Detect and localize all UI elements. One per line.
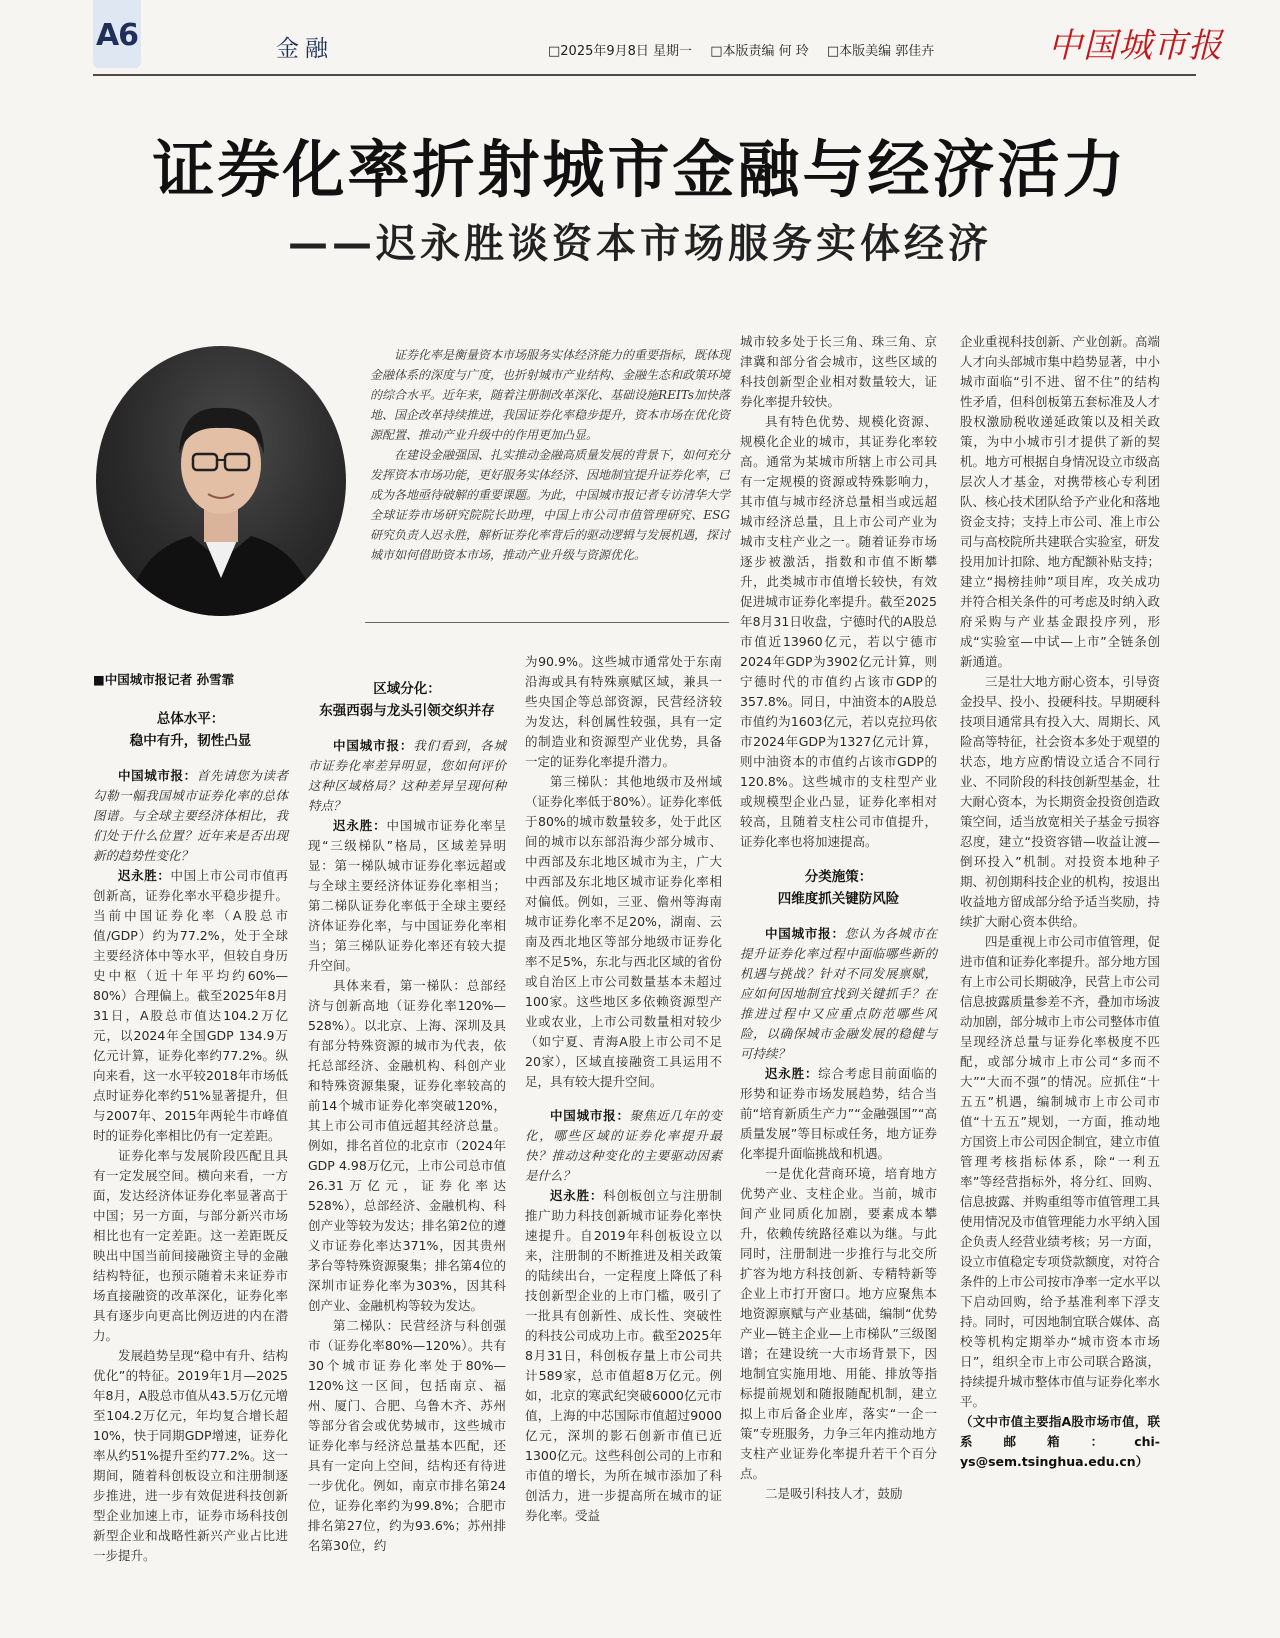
question-text: 您认为各城市在提升证券化率过程中面临哪些新的机遇与挑战？针对不同发展禀赋，应如何因地制宜找到关键抓手？在推进过程中又应重点防范哪些风险，以确保城市金融发展的稳健与可持续？: [740, 926, 937, 1061]
article-title: 证券化率折射城市金融与经济活力: [152, 133, 1128, 206]
article-subtitle: ——迟永胜谈资本市场服务实体经济: [288, 221, 992, 267]
question-text: 我们看到，各城市证券化率差异明显，您如何评价这种区域格局？这种差异呈现何种特点？: [308, 738, 506, 813]
header-rule: [93, 74, 1196, 76]
column-3: [525, 652, 722, 1526]
section-heading: 稳中有升，韧性凸显: [129, 733, 252, 749]
page-number: A6: [95, 18, 139, 53]
body-paragraph: 证券化率与发展阶段匹配且具有一定发展空间。横向来看，一方面，发达经济体证券化率显著高于中国；另一方面，与部分新兴市场相比也有一定差距。这一差距既反映出中国当前间接融资主导的金融结构特征，也预示随着未来证券市场直接融资的改革深化，证券化率具有逐步向更高比例迈进的内在潜力。: [93, 1148, 288, 1343]
lead-paragraph: 在建设金融强国、扎实推动金融高质量发展的背景下，如何充分发挥资本市场功能，更好服务实体经济、因地制宜提升证券化率，已成为各地亟待破解的重要课题。为此，中国城市报记者专访清华大学全球证券市场研究院院长助理，中国上市公司市值管理研究、ESG研究负责人迟永胜，解析证券化率背后的驱动逻辑与发展机遇，探讨城市如何借助资本市场，推动产业升级与资源优化。: [370, 448, 731, 562]
section-heading: 总体水平：: [156, 711, 225, 727]
body-paragraph: 企业重视科技创新、产业创新。高端人才向头部城市集中趋势显著，中小城市面临“引不进、留不住”的结构性矛盾，但科创板第五套标准及人才股权激励税收递延政策以及相关政策，为中小城市引才提供了新的契机。地方可根据自身情况设立市级高层次人才基金，对携带核心专利团队、核心技术团队给予产业化和落地资金支持；支持上市公司、准上市公司与高校院所共建联合实验室，研发投用加计扣除、地方配额补贴支持；建立“揭榜挂帅”项目库，攻关成功并符合相关条件的可考虑及时纳入政府采购与产业基金跟投序列，形成“实验室—中试—上市”全链条创新通道。: [960, 334, 1161, 669]
question: [525, 1106, 722, 1186]
lead-paragraph: 证券化率是衡量资本市场服务实体经济能力的重要指标，既体现金融体系的深度与广度，也折射城市产业结构、金融生态和政策环境的综合水平。近年来，随着注册制改革深化、基础设施REITs加快落地、国企改革持续推进，我国证券化率稳步提升，资本市场在优化资源配置、推动产业升级中的作用更加凸显。: [370, 348, 731, 442]
body-paragraph: 具体来看，第一梯队：总部经济与创新高地（证券化率120%—528%）。以北京、上海、深圳及具有部分特殊资源的城市为代表，依托总部经济、金融机构、科创产业和特殊资源集聚，证券化率较高的前14个城市证券化率突破120%，其上市公司市值远超其经济总量。例如，排名首位的北京市（2024年GDP 4.98万亿元，上市公司总市值26.31万亿元，证券化率达528%），总部经济、金融机构、科创产业等较为发达；排名第2位的遵义市证券化率达371%，因其贵州茅台等特殊资源聚集；排名第4位的深圳市证券化率为303%，因其科创产业、金融机构等较为发达。: [308, 978, 506, 1313]
body-paragraph: 为90.9%。这些城市通常处于东南沿海或具有特殊禀赋区域，兼具一些央国企等总部资源，民营经济较为发达，科创属性较强，具有一定的制造业和资源型产业优势，具备一定的证券化率提升潜力。: [525, 654, 722, 769]
article-lead: [370, 345, 730, 565]
answer-label: 迟永胜：: [118, 868, 171, 883]
answer: [525, 1186, 722, 1526]
body-paragraph: 第二梯队：民营经济与科创强市（证券化率80%—120%）。共有30个城市证券化率处于80%—120%这一区间，包括南京、福州、厦门、合肥、乌鲁木齐、苏州等部分省会或优势城市，这些城市证券化率与经济总量基本匹配，还具有一定向上空间，结构还有待进一步优化。例如，南京市排名第24位，证券化率约为99.8%；合肥市排名第27位，约为93.6%；苏州排名第30位，约: [308, 1318, 506, 1553]
answer-text: 科创板创立与注册制推广助力科技创新城市证券化率快速提升。自2019年科创板设立以来，注册制的不断推进及相关政策的陆续出台，一定程度上降低了科技创新型企业的上市门槛，吸引了一批具有创新性、成长性、突破性的科技公司成功上市。截至2025年8月31日，科创板存量上市公司共计589家，总市值超8万亿元。例如，北京的寒武纪突破6000亿元市值，上海的中芯国际市值超过9000亿元，深圳的影石创新市值已近1300亿元。这些科创公司的上市和市值的增长，为所在城市添加了科创活力，进一步提高所在城市的证券化率。受益: [525, 1188, 722, 1523]
column-5: [960, 332, 1160, 1472]
section-heading: 区域分化：: [373, 681, 441, 697]
question: [93, 766, 288, 866]
answer-text: 中国城市证券化率呈现“三级梯队”格局，区域差异明显：第一梯队城市证券化率远超或与全球主要经济体证券化率相当；第二梯队证券化率低于全球主要经济体证券化率，与中国证券化率相当；第三梯队证券化率还有较大提升空间。: [308, 818, 506, 973]
newspaper-logo: 中国城市报: [1048, 26, 1223, 66]
column-2: [308, 678, 506, 1556]
issue-meta: [548, 40, 948, 59]
question-label: 中国城市报：: [550, 1108, 630, 1123]
section-heading: 四维度抓关键防风险: [777, 891, 900, 907]
section-name: 金融: [276, 36, 334, 62]
body-paragraph: 二是吸引科技人才，鼓励: [765, 1486, 903, 1501]
editor-credit: □本版责编 何 玲: [710, 44, 809, 59]
lead-divider: [365, 622, 729, 623]
body-paragraph: 具有特色优势、规模化资源、规模化企业的城市，其证券化率较高。通常为某城市所辖上市公司具有一定规模的资源或特殊影响力，其市值与城市经济总量相当或远超城市经济总量，且上市公司产业为城市支柱产业之一。随着证券市场逐步被激活，指数和市值不断攀升，此类城市市值增长较快，有效促进城市证券化率提升。截至2025年8月31日收盘，宁德时代的A股总市值近13960亿元，若以宁德市2024年GDP为3902亿元计算，则宁德时代的市值约占该市GDP的357.8%。同日，中油资本的A股总市值约为1603亿元，若以克拉玛依市2024年GDP为1327亿元计算，则中油资本的市值约占该市GDP的120.8%。这些城市的支柱型产业或规模型企业凸显，证券化率相对较高，且随着支柱公司市值提升，证券化率也将加速提高。: [740, 414, 937, 849]
answer-label: 迟永胜：: [765, 1066, 819, 1081]
question: [308, 736, 506, 816]
body-paragraph: 城市较多处于长三角、珠三角、京津冀和部分省会城市，这些区域的科技创新型企业相对数量较大，证券化率提升较快。: [740, 334, 937, 409]
question-text: 首先请您为读者勾勒一幅我国城市证券化率的总体图谱。与全球主要经济体相比，我们处于什么位置？近年来是否出现新的趋势性变化？: [93, 768, 288, 863]
answer-text: 中国上市公司市值再创新高，证券化率水平稳步提升。当前中国证券化率（A股总市值/GDP）约为77.2%，处于全球主要经济体中等水平，但较自身历史中枢（近十年平均约60%—80%）合理偏上。截至2025年8月31日，A股总市值达104.2万亿元，以2024年全国GDP 134.9万亿元计算，证券化率约77.2%。纵向来看，这一水平较2018年市场低点时证券化率约51%显著提升，但与2007年、2015年两轮牛市峰值时的证券化率相比仍有一定差距。: [93, 868, 288, 1143]
byline: ■中国城市报记者 孙雪霏: [93, 672, 235, 687]
question-label: 中国城市报：: [765, 926, 845, 941]
designer-credit: □本版美编 郭佳卉: [826, 44, 935, 59]
question: [740, 924, 937, 1064]
answer: [740, 1064, 937, 1164]
answer: [93, 866, 288, 1146]
section-heading: 东强西弱与龙头引领交织并存: [319, 703, 495, 719]
portrait-illustration: [96, 346, 346, 616]
body-paragraph: 发展趋势呈现“稳中有升、结构优化”的特征。2019年1月—2025年8月，A股总市值从43.5万亿元增至104.2万亿元，年均复合增长超10%，快于同期GDP增速，证券化率从约51%提升至约77.2%。这一期间，随着科创板设立和注册制逐步推进，进一步有效促进科技创新型企业加速上市，证券市场科技创新型企业和战略性新兴产业占比进一步提升。: [93, 1348, 288, 1563]
column-1: [93, 708, 288, 1566]
answer: [308, 816, 506, 976]
question-label: 中国城市报：: [118, 768, 197, 783]
question-text: 聚焦近几年的变化，哪些区域的证券化率提升最快？推动这种变化的主要驱动因素是什么？: [525, 1108, 722, 1183]
interviewee-photo: [96, 346, 346, 616]
body-paragraph: 四是重视上市公司市值管理，促进市值和证券化率提升。部分地方国有上市公司长期破净，民营上市公司信息披露质量参差不齐，叠加市场波动加剧，部分城市上市公司整体市值呈现经济总量与证券化率极度不匹配，或部分城市上市公司“多而不大”“大而不强”的情况。应抓住“十五五”机遇，编制城市上市公司市值“十五五”规划，一方面，推动地方国资上市公司因企制宜，建立市值管理考核指标体系，除“一利五率”等经营指标外，将分红、回购、信息披露、并购重组等市值管理工具使用情况及市值管理能力水平纳入国企负责人经营业绩考核；另一方面，设立市值稳定专项贷款额度，对符合条件的上市公司按市净率一定水平以下启动回购，给予基准利率下浮支持。同时，可因地制宜联合媒体、高校等机构定期举办“城市资本市场日”，组织全市上市公司联合路演，持续提升城市整体市值与证券化率水平。: [960, 934, 1161, 1409]
author-note: （文中市值主要指A股市场市值，联系邮箱：chi-ys@sem.tsinghua.edu.cn）: [960, 1414, 1160, 1469]
body-paragraph: 一是优化营商环境，培育地方优势产业、支柱企业。当前，城市间产业同质化加剧，要素成本攀升，依赖传统路径难以为继。与此同时，注册制进一步推行与北交所扩容为地方科技创新、专精特新等企业上市打开窗口。地方应聚焦本地资源禀赋与产业基础，编制“优势产业—链主企业—上市梯队”三级图谱；在建设统一大市场背景下，因地制宜实施用地、用能、排放等指标提前规划和随报随配机制，建立拟上市后备企业库，落实“一企一策”专班服务，力争三年内推动地方支柱产业证券化率提升若干个百分点。: [740, 1166, 937, 1481]
body-paragraph: 三是壮大地方耐心资本，引导资金投早、投小、投硬科技。早期硬科技项目通常具有投入大、周期长、风险高等特征，社会资本多处于观望的状态，地方应酌情设立适合不同行业、不同阶段的科技创新型基金，壮大耐心资本，为长期资金投资创造政策空间，适当放宽相关子基金亏损容忍度，建立“投资容错—收益让渡—倒环投入”机制。对投资本地种子期、初创期科技企业的机构，按退出收益地方留成部分给予适当奖励，持续扩大耐心资本供给。: [960, 674, 1161, 929]
answer-label: 迟永胜：: [333, 818, 387, 833]
section-heading: 分类施策：: [804, 869, 873, 885]
question-label: 中国城市报：: [333, 738, 414, 753]
answer-label: 迟永胜：: [550, 1188, 604, 1203]
issue-date: □2025年9月8日 星期一: [548, 44, 693, 59]
answer-text: 综合考虑目前面临的形势和证券市场发展趋势，结合当前“培育新质生产力”“金融强国”“高质量发展”等目标或任务，地方证券化率提升面临挑战和机遇。: [740, 1066, 937, 1161]
column-4: [740, 332, 937, 1504]
body-paragraph: 第三梯队：其他地级市及州域（证券化率低于80%）。证券化率低于80%的城市数量较多，处于此区间的城市以东部沿海少部分城市、中西部及东北地区城市为主，广大中西部及东北地区城市证券化率相对偏低。例如，三亚、儋州等海南城市证券化率不足20%，湖南、云南及西北地区等部分地级市证券化率不足5%，东北与西北区域的省份或自治区上市公司数量基本未超过100家。这些地区多依赖资源型产业或农业，上市公司数量相对较少（如宁夏、青海A股上市公司不足20家），区域直接融资工具运用不足，具有较大提升空间。: [525, 774, 722, 1089]
